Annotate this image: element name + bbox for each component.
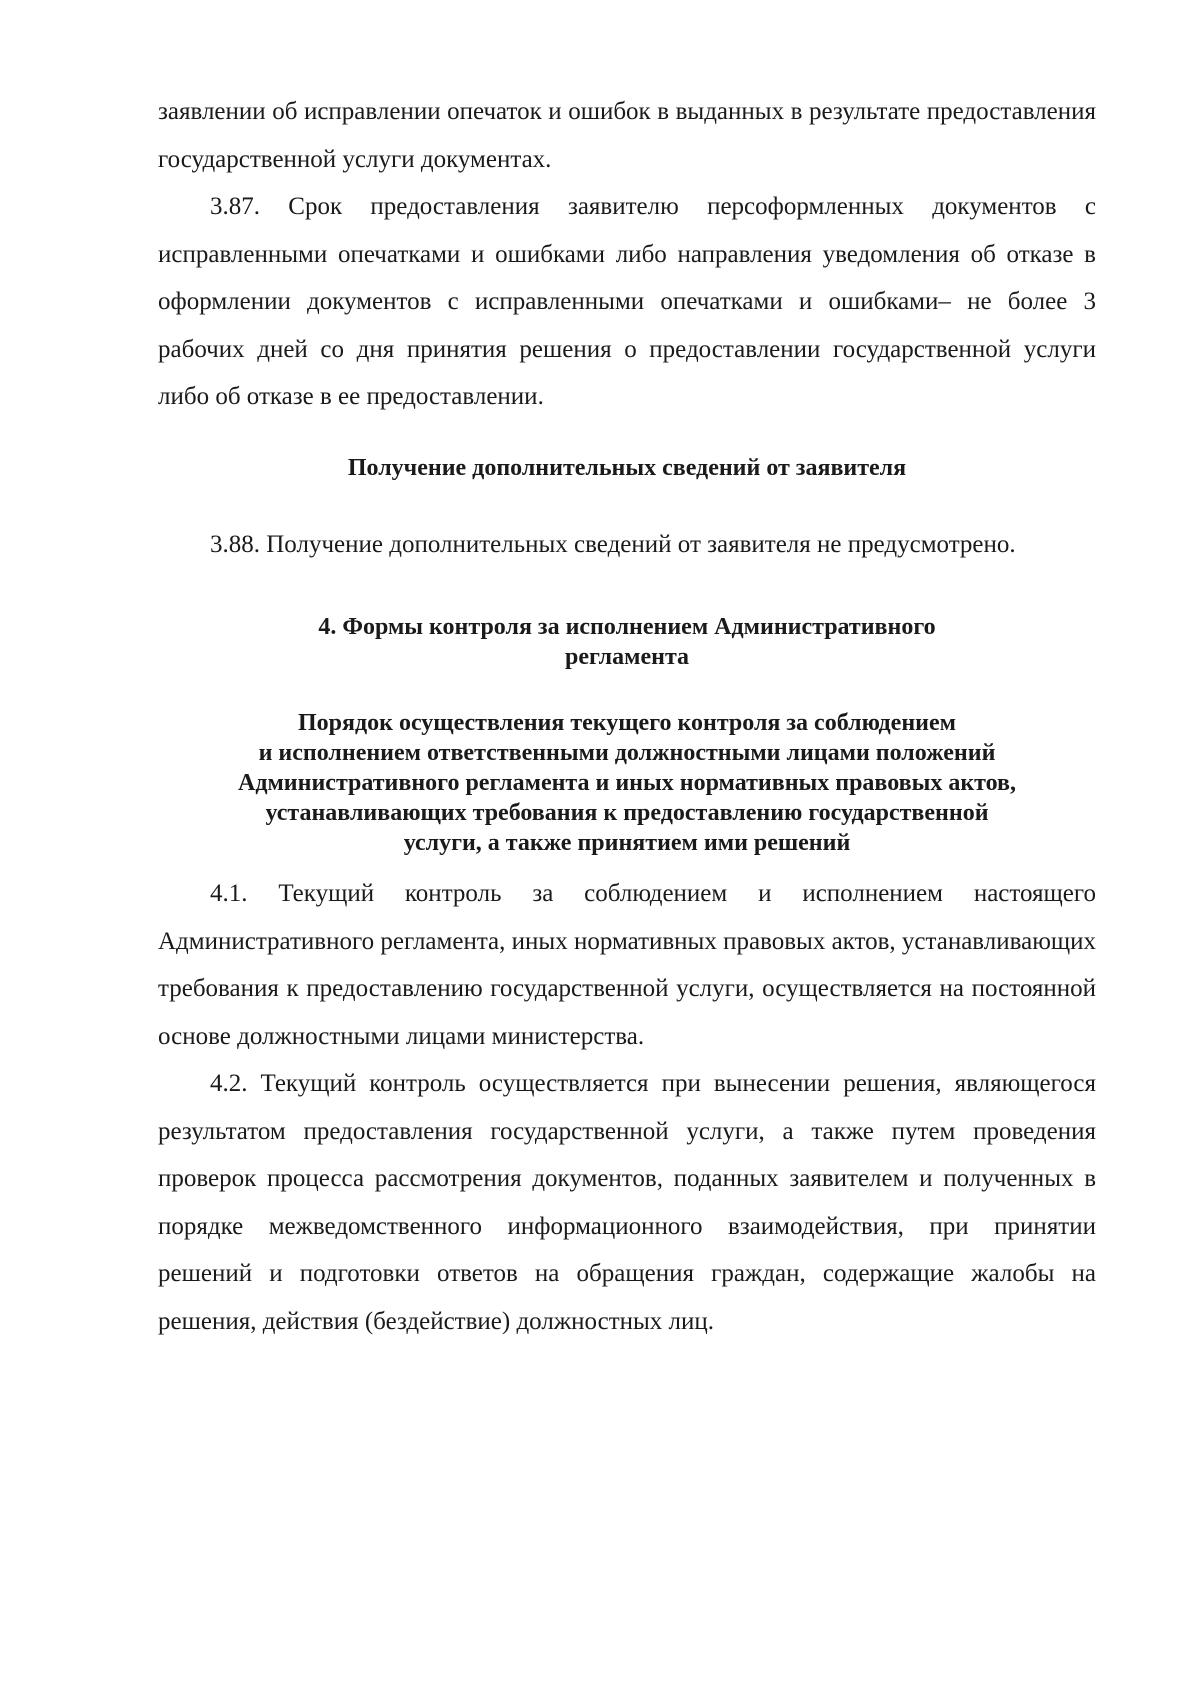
heading-line: услуги, а также принятием ими решений: [403, 830, 851, 856]
paragraph-4-2: 4.2. Текущий контроль осуществляется при вынесении решения, являющегося результатом предоставления государственной услуги, а также путем проведения проверок процесса рассмотрения документов, поданных заявителем и полученных в порядке межведомственного информационного взаимодействия, при принятии решений и подготовки ответов на обращения граждан, содержащие жалобы на решения, действия (бездействие) должностных лиц.: [158, 1070, 1096, 1335]
section-4-title-line: регламента: [564, 644, 690, 670]
heading-line: Административного регламента и иных нормативных правовых актов,: [237, 770, 1016, 796]
heading-additional-info: Получение дополнительных сведений от заявителя: [347, 454, 907, 481]
section-4-title: [158, 612, 1096, 672]
paragraph-3-87: 3.87. Срок предоставления заявителю персоформленных документов с исправленными опечатками и ошибками либо направления уведомления об отказе в оформлении документов с исправленными опечатками и ошибками– не более 3 рабочих дней со дня принятия решения о предоставлении государственной услуги либо об отказе в ее предоставлении.: [158, 193, 1096, 410]
paragraph-3-88: 3.88. Получение дополнительных сведений от заявителя не предусмотрено.: [210, 530, 1016, 558]
paragraph-4-1: 4.1. Текущий контроль за соблюдением и исполнением настоящего Административного регламента, иных нормативных правовых актов, устанавливающих требования к предоставлению государственной услуги, осуществляется на постоянной основе должностными лицами министерства.: [158, 880, 1096, 1050]
heading-line: Порядок осуществления текущего контроля за соблюдением: [298, 710, 956, 736]
heading-line: и исполнением ответственными должностными лицами положений: [258, 740, 996, 766]
heading-current-control: [158, 708, 1096, 858]
heading-line: устанавливающих требования к предоставлению государственной: [265, 800, 989, 826]
document-page: [158, 88, 1096, 1345]
paragraph-continuation: заявлении об исправлении опечаток и ошибок в выданных в результате предоставления государственной услуги документах.: [158, 98, 1096, 173]
section-4-title-line: 4. Формы контроля за исполнением Административного: [318, 614, 936, 640]
